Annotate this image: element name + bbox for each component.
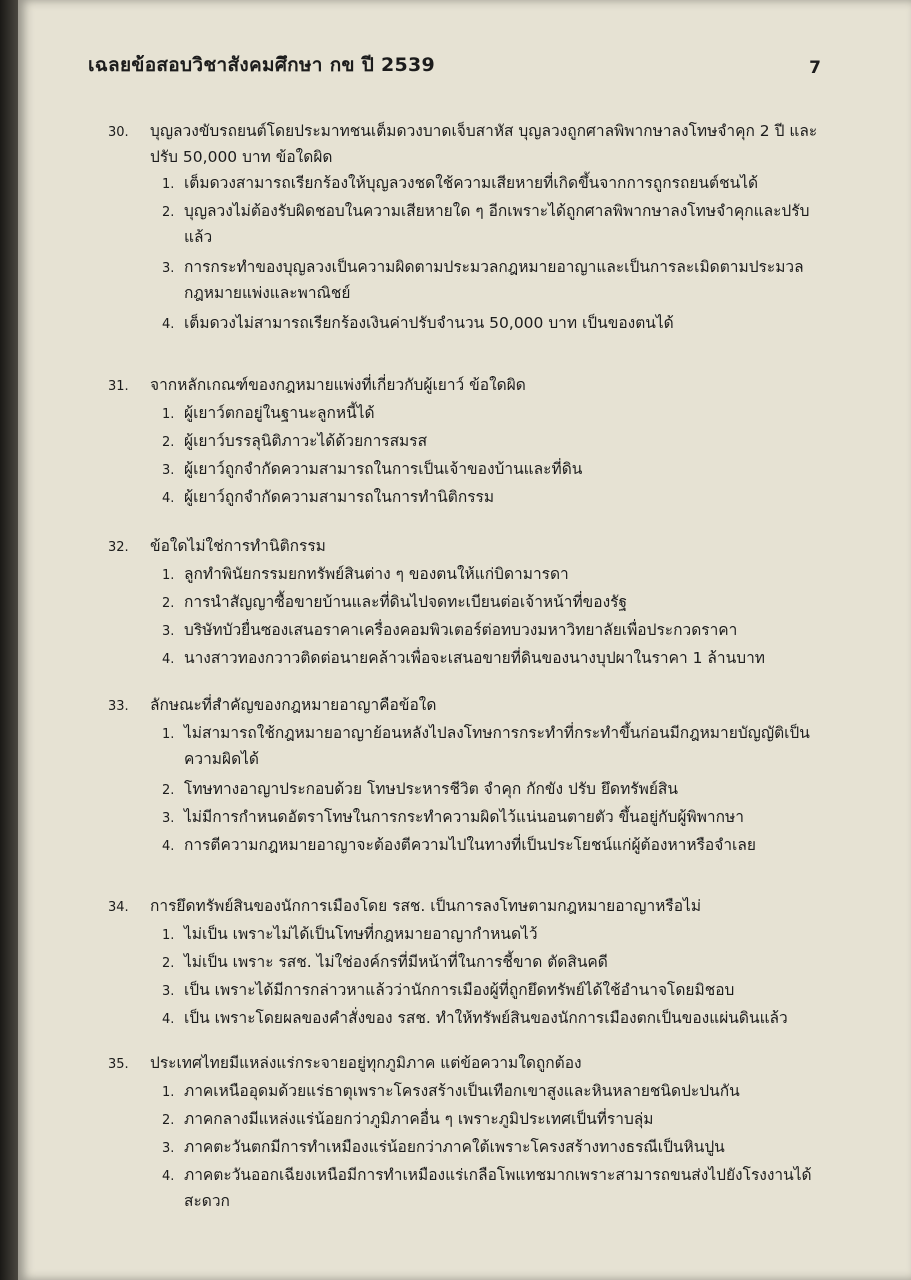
book-binding-shadow bbox=[0, 0, 18, 1280]
option-text: ไม่สามารถใช้กฎหมายอาญาย้อนหลังไปลงโทษการกระทำที่กระทำขึ้นก่อนมีกฎหมายบัญญัติเป็นความผิดได้ bbox=[184, 724, 810, 768]
option-text: เต็มดวงสามารถเรียกร้องให้บุญลวงชดใช้ความเสียหายที่เกิดขึ้นจากการถูกรถยนต์ชนได้ bbox=[184, 174, 759, 192]
option-text: ภาคตะวันออกเฉียงเหนือมีการทำเหมืองแร่เกลือโพแทชมากเพราะสามารถขนส่งไปยังโรงงานได้สะดวก bbox=[184, 1166, 812, 1210]
option-number: 4. bbox=[162, 1012, 175, 1027]
option-text: ผู้เยาว์ถูกจำกัดความสามารถในการทำนิติกรรม bbox=[184, 488, 495, 506]
question-33 bbox=[108, 692, 828, 860]
option-number: 4. bbox=[162, 652, 175, 667]
option-number: 3. bbox=[162, 261, 175, 276]
option-text: บริษัทบัวยื่นซองเสนอราคาเครื่องคอมพิวเตอร์ต่อทบวงมหาวิทยาลัยเพื่อประกวดราคา bbox=[184, 621, 738, 639]
option-number: 3. bbox=[162, 811, 175, 826]
question-number: 31. bbox=[108, 379, 129, 394]
question-stem: จากหลักเกณฑ์ของกฎหมายแพ่งที่เกี่ยวกับผู้เยาว์ ข้อใดผิด bbox=[150, 376, 526, 394]
question-stem: การยึดทรัพย์สินของนักการเมืองโดย รสช. เป็นการลงโทษตามกฎหมายอาญาหรือไม่ bbox=[150, 897, 702, 915]
option-number: 2. bbox=[162, 1113, 175, 1128]
option-number: 1. bbox=[162, 568, 175, 583]
document-page bbox=[18, 0, 911, 1280]
option-number: 2. bbox=[162, 596, 175, 611]
question-number: 33. bbox=[108, 699, 129, 714]
option-text: ภาคตะวันตกมีการทำเหมืองแร่น้อยกว่าภาคใต้เพราะโครงสร้างทางธรณีเป็นหินปูน bbox=[184, 1138, 725, 1156]
question-number: 35. bbox=[108, 1057, 129, 1072]
option-number: 2. bbox=[162, 783, 175, 798]
question-34 bbox=[108, 893, 828, 1033]
option-text: การกระทำของบุญลวงเป็นความผิดตามประมวลกฎหมายอาญาและเป็นการละเมิดตามประมวลกฎหมายแพ่งและพาณิชย์ bbox=[184, 258, 804, 302]
question-number: 30. bbox=[108, 125, 129, 140]
option-text: เต็มดวงไม่สามารถเรียกร้องเงินค่าปรับจำนวน 50,000 บาท เป็นของตนได้ bbox=[184, 314, 674, 332]
option-number: 1. bbox=[162, 727, 175, 742]
option-text: บุญลวงไม่ต้องรับผิดชอบในความเสียหายใด ๆ อีกเพราะได้ถูกศาลพิพากษาลงโทษจำคุกและปรับแล้ว bbox=[184, 202, 810, 246]
question-stem: ลักษณะที่สำคัญของกฎหมายอาญาคือข้อใด bbox=[150, 696, 437, 714]
option-text: ผู้เยาว์ถูกจำกัดความสามารถในการเป็นเจ้าของบ้านและที่ดิน bbox=[184, 460, 583, 478]
option-text: ไม่เป็น เพราะไม่ได้เป็นโทษที่กฎหมายอาญากำหนดไว้ bbox=[184, 925, 538, 943]
option-text: ผู้เยาว์บรรลุนิติภาวะได้ด้วยการสมรส bbox=[184, 432, 428, 450]
option-text: ไม่เป็น เพราะ รสช. ไม่ใช่องค์กรที่มีหน้าที่ในการชี้ขาด ตัดสินคดี bbox=[184, 953, 608, 971]
question-30 bbox=[108, 118, 828, 338]
option-text: ภาคเหนืออุดมด้วยแร่ธาตุเพราะโครงสร้างเป็นเทือกเขาสูงและหินหลายชนิดปะปนกัน bbox=[184, 1082, 740, 1100]
option-number: 1. bbox=[162, 177, 175, 192]
option-text: ภาคกลางมีแหล่งแร่น้อยกว่าภูมิภาคอื่น ๆ เพราะภูมิประเทศเป็นที่ราบลุ่ม bbox=[184, 1110, 654, 1128]
option-text: เป็น เพราะได้มีการกล่าวหาแล้วว่านักการเมืองผู้ที่ถูกยึดทรัพย์ได้ใช้อำนาจโดยมิชอบ bbox=[184, 981, 735, 999]
option-text: ไม่มีการกำหนดอัตราโทษในการกระทำความผิดไว้แน่นอนตายตัว ขึ้นอยู่กับผู้พิพากษา bbox=[184, 808, 744, 826]
option-number: 4. bbox=[162, 1169, 175, 1184]
question-32 bbox=[108, 533, 828, 673]
option-number: 4. bbox=[162, 491, 175, 506]
page-header-title: เฉลยข้อสอบวิชาสังคมศึกษา กข ปี 2539 bbox=[88, 54, 436, 76]
option-text: การนำสัญญาซื้อขายบ้านและที่ดินไปจดทะเบียนต่อเจ้าหน้าที่ของรัฐ bbox=[184, 593, 628, 611]
option-number: 2. bbox=[162, 956, 175, 971]
question-stem: ข้อใดไม่ใช่การทำนิติกรรม bbox=[150, 537, 326, 555]
question-35 bbox=[108, 1050, 828, 1214]
question-number: 34. bbox=[108, 900, 129, 915]
option-text: ลูกทำพินัยกรรมยกทรัพย์สินต่าง ๆ ของตนให้แก่บิดามารดา bbox=[184, 565, 569, 583]
option-number: 3. bbox=[162, 463, 175, 478]
option-text: เป็น เพราะโดยผลของคำสั่งของ รสช. ทำให้ทรัพย์สินของนักการเมืองตกเป็นของแผ่นดินแล้ว bbox=[184, 1009, 788, 1027]
option-number: 1. bbox=[162, 928, 175, 943]
question-stem: ประเทศไทยมีแหล่งแร่กระจายอยู่ทุกภูมิภาค แต่ข้อความใดถูกต้อง bbox=[150, 1054, 582, 1072]
option-number: 2. bbox=[162, 435, 175, 450]
option-number: 4. bbox=[162, 839, 175, 854]
option-number: 1. bbox=[162, 1085, 175, 1100]
option-text: การตีความกฎหมายอาญาจะต้องตีความไปในทางที่เป็นประโยชน์แก่ผู้ต้องหาหรือจำเลย bbox=[184, 836, 756, 854]
question-stem: บุญลวงขับรถยนต์โดยประมาทชนเต็มดวงบาดเจ็บสาหัส บุญลวงถูกศาลพิพากษาลงโทษจำคุก 2 ปี และปรับ 50,000 บาท ข้อใดผิด bbox=[150, 122, 818, 166]
option-number: 1. bbox=[162, 407, 175, 422]
option-text: นางสาวทองกวาวติดต่อนายคล้าวเพื่อจะเสนอขายที่ดินของนางบุปผาในราคา 1 ล้านบาท bbox=[184, 649, 765, 667]
page-number: 7 bbox=[809, 58, 821, 78]
question-31 bbox=[108, 372, 828, 512]
option-number: 2. bbox=[162, 205, 175, 220]
option-number: 4. bbox=[162, 317, 175, 332]
option-text: โทษทางอาญาประกอบด้วย โทษประหารชีวิต จำคุก กักขัง ปรับ ยึดทรัพย์สิน bbox=[184, 780, 678, 798]
option-number: 3. bbox=[162, 624, 175, 639]
option-text: ผู้เยาว์ตกอยู่ในฐานะลูกหนี้ได้ bbox=[184, 404, 375, 422]
option-number: 3. bbox=[162, 984, 175, 999]
option-number: 3. bbox=[162, 1141, 175, 1156]
question-number: 32. bbox=[108, 540, 129, 555]
